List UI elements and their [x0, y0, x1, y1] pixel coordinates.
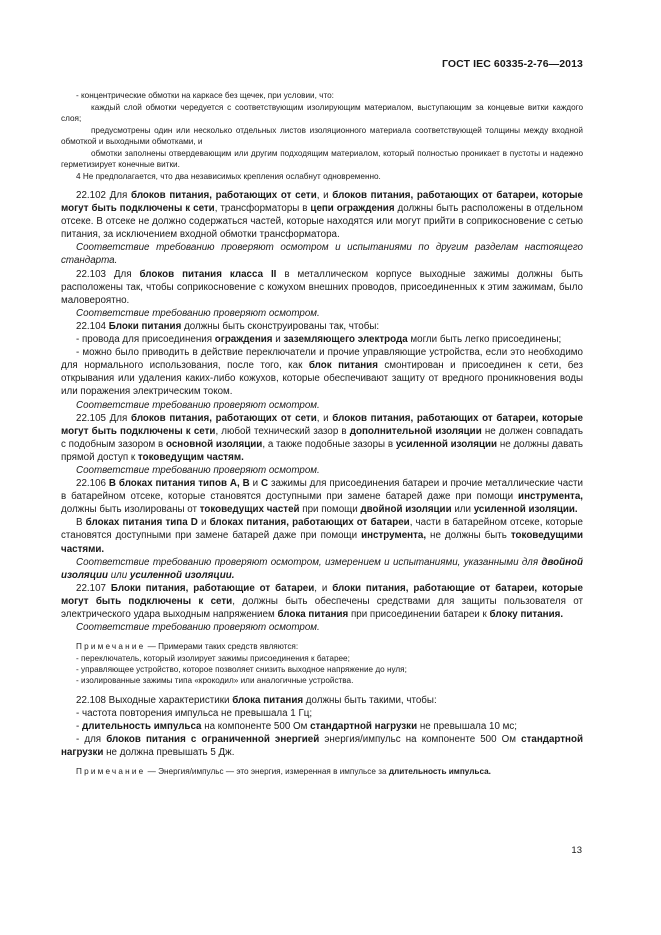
note-examples-head: Примечание — Примерами таких средств являются:	[76, 642, 299, 652]
winding-condition-2: предусмотрены один или несколько отдельных листов изоляционного материала соответствующей толщины между входной обмоткой и выходными обмотками, и	[61, 125, 583, 146]
winding-intro: - концентрические обмотки на каркасе без щечек, при условии, что:	[76, 91, 334, 100]
winding-condition-1: каждый слой обмотки чередуется с соответствующим изолирующим материалом, выступающим за концевые витки каждого слоя;	[61, 102, 583, 123]
note-energy	[61, 766, 583, 777]
note-example-item: - управляющее устройство, которое позволяет снизить выходное напряжение до нуля;	[76, 665, 407, 674]
clause-22-106-paragraph-2: В блоках питания типа D и блоках питания, работающих от батареи, части в батарейном отсеке, которые становятся доступными при замене батарей даже при помощи инструмента, не должны быть токоведущими частями.	[61, 517, 583, 555]
clause-22-104-item-2: - можно было приводить в действие переключатели и прочие управляющие устройства, если это необходимо для нормального использования, после того, как блок питания смонтирован и присоединен к сети, без открывания или удаления каких-либо кожухов, которые обеспечивают защиту от вредного проникновения воды или поражения электрическим током.	[61, 347, 584, 398]
note-example-item: - изолированные зажимы типа «крокодил» или аналогичные устройства.	[76, 676, 354, 686]
clause-22-108-item-1: - частота повторения импульса не превышала 1 Гц;	[76, 707, 313, 719]
note-examples	[61, 641, 583, 687]
clause-22-103-compliance: Соответствие требованию проверяют осмотром.	[76, 307, 320, 319]
clause-22-106: 22.106 В блоках питания типов A, B и C зажимы для присоединения батареи и прочие металлические части в батарейном отсеке, которые становятся доступными при замене батарей даже при помощи инструмента, должны быть изолированы от токоведущих частей при помощи двойной изоляции или усиленной изоляции.	[61, 478, 584, 516]
winding-conditions-block	[61, 90, 583, 182]
page-number: 13	[571, 845, 582, 856]
clause-22-103: 22.103 Для блоков питания класса II в металлическом корпусе выходные зажимы должны быть расположены так, чтобы соприкосновение с кожухом внешних проводов, присоединенных к этим зажимам, было маловероятно.	[61, 268, 583, 306]
clause-22-108-item-3: - для блоков питания с ограниченной энергией энергия/импульс на компоненте 500 Ом стандартной нагрузки не должна превышать 5 Дж.	[61, 734, 583, 759]
note-4: 4 Не предполагается, что два независимых крепления ослабнут одновременно.	[76, 171, 381, 181]
clause-22-105-compliance: Соответствие требованию проверяют осмотром.	[76, 464, 320, 476]
note-example-item: - переключатель, который изолирует зажимы присоединения к батарее;	[76, 653, 350, 663]
clause-22-105: 22.105 Для блоков питания, работающих от сети, и блоков питания, работающих от батареи, которые могут быть подключены к сети, любой технический зазор в дополнительной изоляции не должен совпадать с подобным зазором в основной изоляции, а также подобные зазоры в усиленной изоляции не должны давать прямой доступ к токоведущим частям.	[61, 412, 583, 463]
clause-22-108-block	[61, 694, 583, 759]
clause-22-107: 22.107 Блоки питания, работающие от батареи, и блоки питания, работающие от батареи, которые могут быть подключены к сети, должны быть обеспечены средствами для защиты пользователя от электрического удара выходным напряжением блока питания при присоединении батареи к блоку питания.	[61, 582, 583, 620]
standard-header: ГОСТ IEC 60335-2-76—2013	[441, 58, 583, 70]
winding-condition-3: обмотки заполнены отвердевающим или другим подходящим материалом, который полностью проникает в пустоты и надежно герметизирует конечные витки.	[61, 148, 583, 169]
clause-22-108-item-2: - длительность импульса на компоненте 500 Ом стандартной нагрузки не превышала 10 мс;	[76, 721, 518, 732]
note-energy-text: Примечание — Энергия/импульс — это энергия, измеренная в импульсе за длительность импульса.	[76, 767, 491, 777]
clause-22-104-compliance: Соответствие требованию проверяют осмотром.	[76, 399, 320, 411]
page-content	[61, 90, 583, 778]
clause-22-108: 22.108 Выходные характеристики блока питания должны быть такими, чтобы:	[76, 694, 437, 706]
clause-22-106-compliance: Соответствие требованию проверяют осмотром, измерением и испытаниями, указанными для двойной изоляции или усиленной изоляции.	[61, 556, 583, 581]
clause-22-107-compliance: Соответствие требованию проверяют осмотром.	[76, 622, 320, 634]
main-text	[61, 189, 583, 634]
clause-22-104: 22.104 Блоки питания должны быть сконструированы так, чтобы:	[76, 320, 380, 332]
clause-22-102-compliance: Соответствие требованию проверяют осмотром и испытаниями по другим разделам настоящего стандарта.	[61, 242, 583, 267]
clause-22-104-item-1: - провода для присоединения ограждения и заземляющего электрода могли быть легко присоединены;	[76, 334, 562, 346]
clause-22-102: 22.102 Для блоков питания, работающих от сети, и блоков питания, работающих от батареи, которые могут быть подключены к сети, трансформаторы в цепи ограждения должны быть расположены в отдельном отсеке. В отсеке не должно содержаться частей, которые находятся или могут прийти в соприкосновение с сетью питания, за исключением входной обмотки трансформатора.	[61, 190, 583, 241]
